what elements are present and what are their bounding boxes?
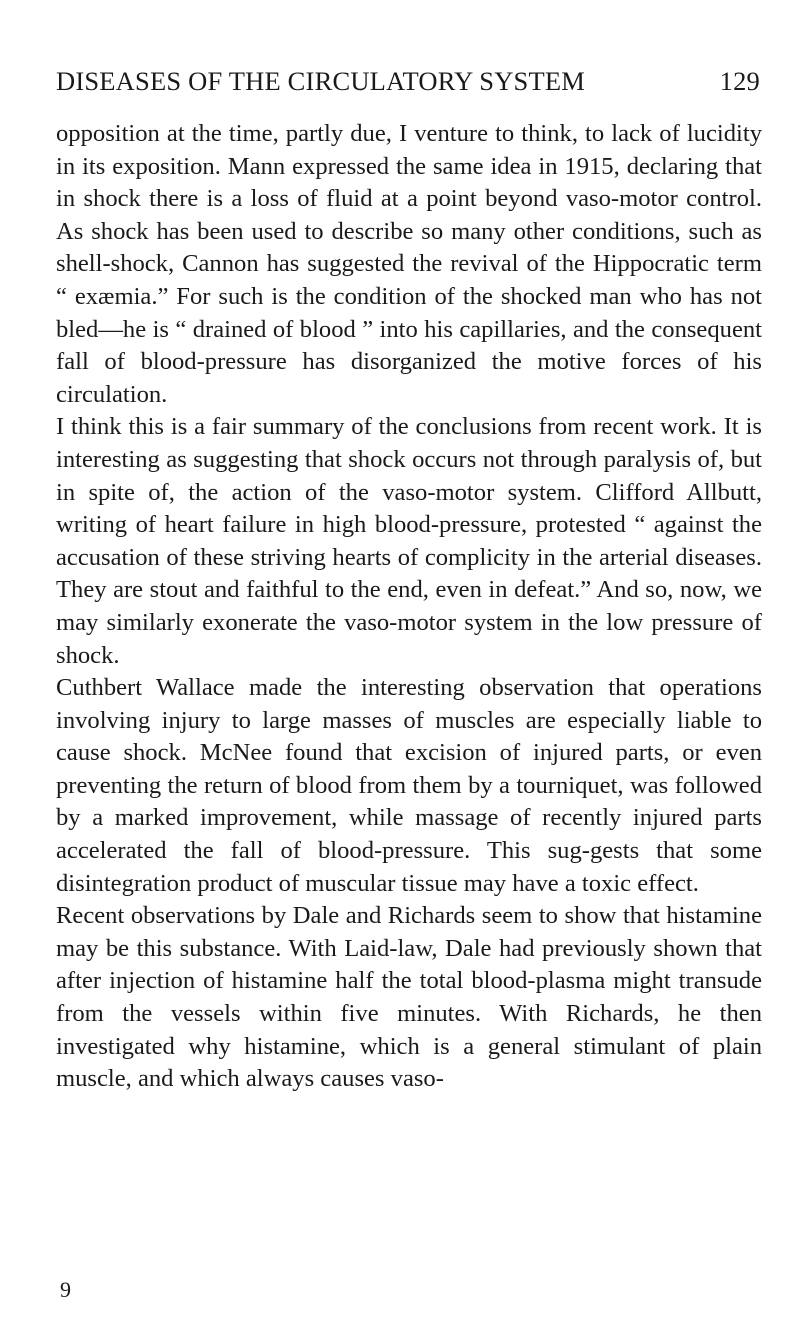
running-title: DISEASES OF THE CIRCULATORY SYSTEM [56, 66, 586, 96]
paragraph-3: Cuthbert Wallace made the interesting observation that operations involving injury to large masses of muscles are especially liable to cause shock. McNee found that excision of injured parts, or even preventing the return of blood from them by a tourniquet, was followed by a marked improvement, while massage of recently injured parts accelerated the fall of blood-pressure. This sug-gests that some disintegration product of muscular tissue may have a toxic effect. [56, 674, 762, 897]
paragraph-2: I think this is a fair summary of the conclusions from recent work. It is interesting as suggesting that shock occurs not through paralysis of, but in spite of, the action of the vaso-motor system. Clifford Allbutt, writing of heart failure in high blood-pressure, protested “ against the accusation of these striving hearts of complicity in the arterial diseases. They are stout and faithful to the end, even in defeat.” And so, now, we may similarly exonerate the vaso-motor system in the low pressure of shock. [56, 413, 762, 669]
paragraph-4: Recent observations by Dale and Richards seem to show that histamine may be this substance. With Laid-law, Dale had previously shown that after injection of histamine half the total blood-plasma might transude from the vessels within five minutes. With Richards, he then investigated why histamine, which is a general stimulant of plain muscle, and which always causes vaso- [56, 902, 762, 1093]
signature-mark: 9 [60, 1277, 71, 1302]
page-number: 129 [719, 66, 760, 96]
running-head [56, 66, 762, 102]
paragraph-1: opposition at the time, partly due, I venture to think, to lack of lucidity in its exposition. Mann expressed the same idea in 1915, declaring that in shock there is a loss of fluid at a point beyond vaso-motor control. As shock has been used to describe so many other conditions, such as shell-shock, Cannon has suggested the revival of the Hippocratic term “ exæmia.” For such is the condition of the shocked man who has not bled—he is “ drained of blood ” into his capillaries, and the consequent fall of blood-pressure has disorganized the motive forces of his circulation. [56, 120, 762, 408]
body-text [56, 118, 762, 1096]
